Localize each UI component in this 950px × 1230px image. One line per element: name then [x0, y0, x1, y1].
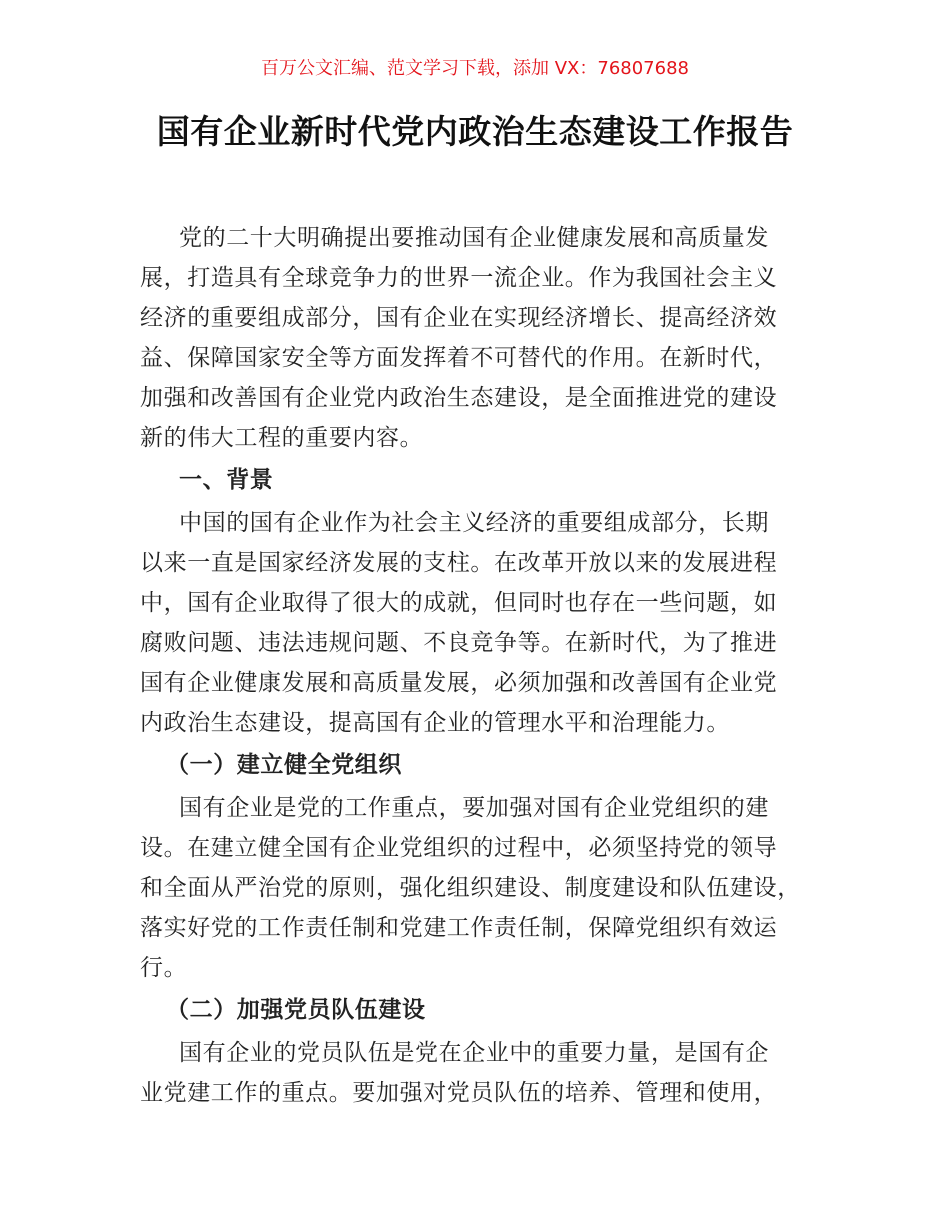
paragraph-line: 落实好党的工作责任制和党建工作责任制，保障党组织有效运 — [140, 915, 778, 941]
paragraph-line: 行。 — [140, 955, 188, 981]
paragraph-line: 业党建工作的重点。要加强对党员队伍的培养、管理和使用， — [140, 1080, 778, 1106]
subsection-heading-party-members: （二）加强党员队伍建设 — [166, 997, 426, 1023]
paragraph-line: 和全面从严治党的原则，强化组织建设、制度建设和队伍建设， — [140, 875, 801, 901]
paragraph-line: 益、保障国家安全等方面发挥着不可替代的作用。在新时代， — [140, 345, 778, 371]
paragraph-line: 腐败问题、违法违规问题、不良竞争等。在新时代，为了推进 — [140, 630, 778, 656]
section-heading-background: 一、背景 — [179, 467, 274, 493]
paragraph-line: 设。在建立健全国有企业党组织的过程中，必须坚持党的领导 — [140, 835, 778, 861]
paragraph-line: 国有企业健康发展和高质量发展，必须加强和改善国有企业党 — [140, 670, 778, 696]
paragraph-line: 展，打造具有全球竞争力的世界一流企业。作为我国社会主义 — [140, 265, 778, 291]
paragraph-line: 国有企业的党员队伍是党在企业中的重要力量，是国有企 — [179, 1040, 769, 1066]
paragraph-line: 中，国有企业取得了很大的成就，但同时也存在一些问题，如 — [140, 590, 778, 616]
subsection-heading-party-org: （一）建立健全党组织 — [166, 752, 402, 778]
paragraph-line: 中国的国有企业作为社会主义经济的重要组成部分，长期 — [179, 510, 769, 536]
paragraph-line: 党的二十大明确提出要推动国有企业健康发展和高质量发 — [179, 225, 769, 251]
watermark-header: 百万公文汇编、范文学习下载，添加 VX：76807688 — [261, 58, 689, 79]
paragraph-line: 以来一直是国家经济发展的支柱。在改革开放以来的发展进程 — [140, 550, 778, 576]
paragraph-line: 新的伟大工程的重要内容。 — [140, 425, 424, 451]
paragraph-line: 内政治生态建设，提高国有企业的管理水平和治理能力。 — [140, 710, 730, 736]
document-title: 国有企业新时代党内政治生态建设工作报告 — [156, 112, 794, 151]
paragraph-line: 经济的重要组成部分，国有企业在实现经济增长、提高经济效 — [140, 305, 778, 331]
paragraph-line: 加强和改善国有企业党内政治生态建设，是全面推进党的建设 — [140, 385, 778, 411]
paragraph-line: 国有企业是党的工作重点，要加强对国有企业党组织的建 — [179, 795, 769, 821]
